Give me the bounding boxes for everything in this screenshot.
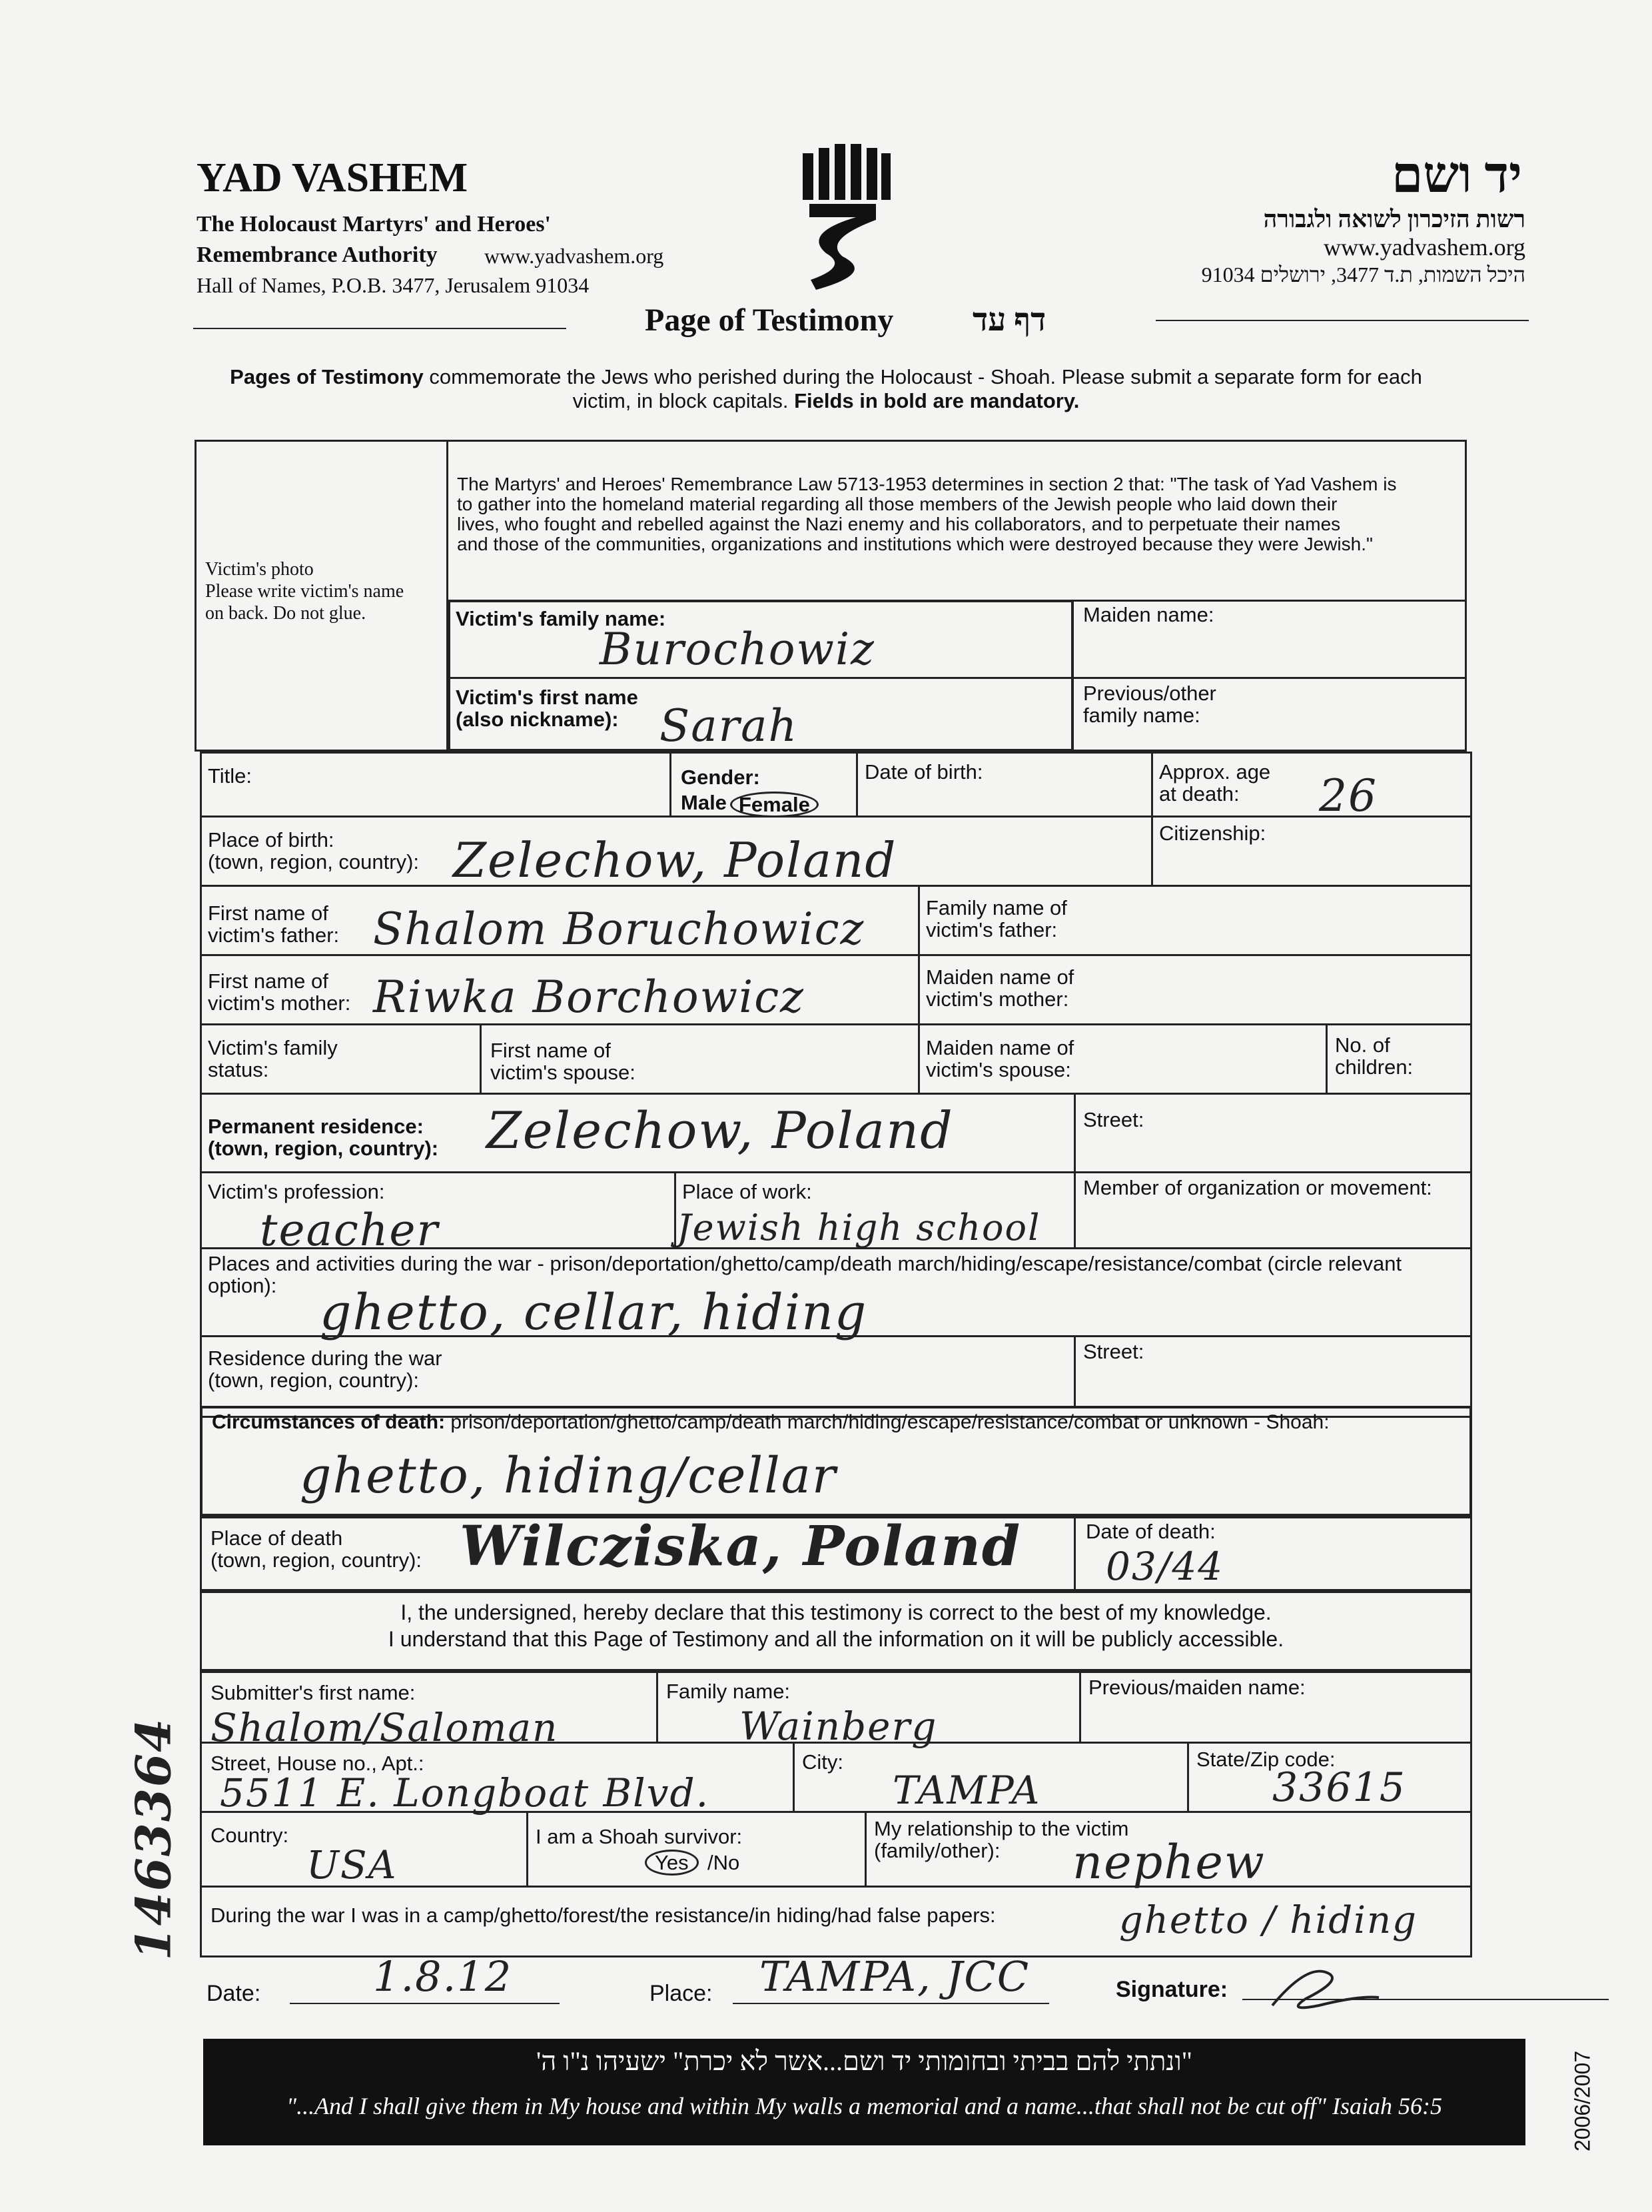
family-status-label: Victim's family status:	[208, 1036, 338, 1081]
declaration-line-2: I understand that this Page of Testimony and all the information on it will be publicly accessible.	[388, 1627, 1284, 1651]
mother-maiden-label: Maiden name of victim's mother:	[926, 965, 1074, 1011]
dob-label: Date of birth:	[865, 760, 983, 784]
row1-bottom	[200, 816, 1472, 818]
sub-survivor-label: I am a Shoah survivor:	[536, 1825, 743, 1848]
residence-value[interactable]: Zelechow, Poland	[486, 1101, 954, 1160]
sub-during-war-label: During the war I was in a camp/ghetto/forest/the resistance/in hiding/had false papers:	[210, 1904, 996, 1927]
sub-prev-label: Previous/maiden name:	[1088, 1676, 1306, 1699]
sub-first-label: Submitter's first name:	[210, 1681, 416, 1704]
sub-survivor-no[interactable]: /No	[707, 1851, 740, 1874]
org-name-en: YAD VASHEM	[197, 155, 468, 201]
family-name-label: Victim's family name:	[456, 607, 666, 630]
maiden-name-label: Maiden name:	[1083, 603, 1214, 626]
war-places-label: Places and activities during the war - prison/deportation/ghetto/camp/death march/hiding/escape/resistance/combat (circle relevant option):	[208, 1252, 1402, 1297]
age-value[interactable]: 26	[1319, 770, 1378, 822]
name-divider	[448, 677, 1467, 679]
dod-label: Date of death:	[1086, 1520, 1216, 1543]
intro-line-1	[0, 365, 1652, 389]
profession-value[interactable]: teacher	[260, 1205, 440, 1256]
mother-first-value[interactable]: Riwka Borchowicz	[373, 971, 805, 1023]
sub-row1-v2	[1079, 1671, 1081, 1742]
footer-quote-he: "ונתתי להם בביתי ובחומותי יד ושם...אשר לא יכרת" ישעיהו נ"ו ה'	[536, 2046, 1192, 2076]
row1-v3	[1151, 752, 1153, 885]
pob-value[interactable]: Zelechow, Poland	[453, 832, 897, 888]
father-first-label: First name of victim's father:	[208, 901, 340, 947]
side-number: 1463364	[125, 1717, 182, 1961]
sub-street-label: Street, House no., Apt.:	[210, 1752, 424, 1775]
row1-v1	[669, 752, 671, 816]
work-value[interactable]: Jewish high school	[677, 1207, 1041, 1249]
sub-row2-v2	[1187, 1742, 1189, 1811]
place-label: Place:	[649, 1981, 713, 2006]
intro-line-2	[0, 389, 1652, 413]
war-places-value[interactable]: ghetto, cellar, hiding	[320, 1284, 868, 1341]
row5-v1	[480, 1023, 482, 1093]
yad-vashem-logo-icon	[796, 140, 896, 293]
father-family-label: Family name of victim's father:	[926, 896, 1067, 941]
children-label: No. of children:	[1335, 1033, 1414, 1079]
org-subtitle-1: The Holocaust Martyrs' and Heroes'	[197, 212, 551, 237]
row3-v1	[918, 885, 920, 1023]
org-subtitle-2: Remembrance Authority	[197, 243, 438, 267]
prev-family-label: Previous/other family name:	[1083, 682, 1216, 727]
place-value[interactable]: TAMPA, JCC	[759, 1952, 1031, 2001]
residence-label: Permanent residence: (town, region, country):	[208, 1115, 439, 1160]
title-label: Title:	[208, 764, 252, 788]
signature-label: Signature:	[1116, 1977, 1228, 2002]
row6-bottom	[200, 1171, 1472, 1173]
intro-mandatory: Fields in bold are mandatory.	[794, 389, 1080, 412]
photo-label: Victim's photo Please write victim's name on back. Do not glue.	[205, 559, 404, 624]
pob-label: Place of birth: (town, region, country):	[208, 828, 420, 873]
profession-label: Victim's profession:	[208, 1180, 385, 1203]
sub-family-label: Family name:	[666, 1680, 791, 1703]
sub-street-value[interactable]: 5511 E. Longboat Blvd.	[220, 1770, 710, 1816]
footer-quote-en: "...And I shall give them in My house and within My walls a memorial and a name...that shall not be cut off" Isaiah 56:5	[286, 2093, 1443, 2119]
row5-v3	[1326, 1023, 1328, 1093]
date-line	[290, 2003, 560, 2004]
intro-bold: Pages of Testimony	[230, 365, 424, 388]
sub-first-value[interactable]: Shalom/Saloman	[210, 1705, 559, 1750]
spouse-maiden-label: Maiden name of victim's spouse:	[926, 1036, 1074, 1081]
sub-row3-v2	[865, 1811, 867, 1886]
row7-v1	[674, 1171, 676, 1247]
sub-state-label: State/Zip code:	[1196, 1748, 1336, 1771]
signature-mark-icon[interactable]	[1266, 1959, 1386, 2019]
sub-city-value[interactable]: TAMPA	[893, 1768, 1041, 1813]
header-rule-right	[1156, 320, 1529, 321]
row7-v2	[1074, 1171, 1076, 1247]
first-name-value[interactable]: Sarah	[659, 700, 798, 752]
sub-relation-value[interactable]: nephew	[1072, 1835, 1266, 1890]
sub-row2-v1	[793, 1742, 795, 1811]
gender-male[interactable]: Male	[681, 791, 727, 814]
org-name-he: יד ושם	[1391, 147, 1522, 203]
place-line	[733, 2003, 1049, 2004]
father-first-value[interactable]: Shalom Boruchowicz	[373, 903, 865, 955]
row5-v2	[918, 1023, 920, 1093]
death-row-v1	[1074, 1516, 1076, 1591]
gender-female[interactable]: Female	[730, 792, 819, 818]
sub-country-label: Country:	[210, 1824, 289, 1847]
death-circ-value[interactable]: ghetto, hiding/cellar	[300, 1447, 837, 1504]
form-year: 2006/2007	[1570, 2050, 1595, 2152]
sub-family-value[interactable]: Wainberg	[739, 1704, 938, 1749]
website-he: www.yadvashem.org	[1324, 234, 1525, 261]
header-rule-left	[193, 328, 566, 329]
sub-country-value[interactable]: USA	[306, 1842, 398, 1888]
pod-value[interactable]: Wilcziska, Poland	[460, 1514, 1022, 1578]
citizenship-label: Citizenship:	[1159, 822, 1266, 845]
sub-survivor-yes[interactable]: Yes	[645, 1850, 699, 1876]
sub-row3-v1	[526, 1811, 528, 1886]
row9-v1	[1074, 1335, 1076, 1406]
mother-first-label: First name of victim's mother:	[208, 969, 351, 1015]
war-res-label: Residence during the war (town, region, country):	[208, 1347, 442, 1392]
address-en: Hall of Names, P.O.B. 3477, Jerusalem 91034	[197, 273, 590, 297]
sub-during-war-value[interactable]: ghetto / hiding	[1119, 1899, 1418, 1942]
intro-text-2: victim, in block capitals.	[572, 389, 795, 412]
top-block-right-divider	[1074, 600, 1467, 602]
dod-value[interactable]: 03/44	[1106, 1544, 1224, 1589]
war-street-label: Street:	[1083, 1340, 1144, 1363]
row5-bottom	[200, 1093, 1472, 1095]
first-name-label: Victim's first name (also nickname):	[456, 686, 638, 731]
work-label: Place of work:	[682, 1180, 812, 1203]
law-text: The Martyrs' and Heroes' Remembrance Law 5713-1953 determines in section 2 that: "The task of Yad Vashem is to gather into the homeland material regarding all those members of the Jewish people who laid down their lives, who fought and rebelled against the Nazi enemy and his collaborators, and to perpetuate their names and those of the communities, organizations and institutions which were destroyed because they were Jewish."	[457, 474, 1397, 554]
age-label: Approx. age at death:	[1159, 760, 1271, 806]
sub-relation-label: My relationship to the victim (family/other):	[874, 1817, 1129, 1862]
spouse-first-label: First name of victim's spouse:	[490, 1039, 635, 1084]
form-title-en: Page of Testimony	[645, 302, 894, 338]
row4-bottom	[200, 1023, 1472, 1025]
intro-text-1: commemorate the Jews who perished during the Holocaust - Shoah. Please submit a separate form for each	[423, 365, 1422, 388]
street-label: Street:	[1083, 1108, 1144, 1131]
date-label: Date:	[206, 1981, 261, 2006]
gender-label: Gender:	[681, 766, 760, 789]
address-he: היכל השמות, ת.ד 3477, ירושלים 91034	[1201, 263, 1525, 286]
row1-v2	[856, 752, 858, 816]
member-label: Member of organization or movement:	[1083, 1176, 1432, 1199]
family-name-value[interactable]: Burochowiz	[600, 624, 875, 675]
date-value[interactable]: 1.8.12	[373, 1952, 513, 2001]
declaration-line-1: I, the undersigned, hereby declare that this testimony is correct to the best of my knowledge.	[400, 1600, 1272, 1624]
sub-state-value[interactable]: 33615	[1272, 1764, 1406, 1811]
sub-city-label: City:	[802, 1750, 843, 1774]
website-en: www.yadvashem.org	[484, 244, 664, 268]
death-circ-label: Circumstances of death: prison/deportation/ghetto/camp/death march/hiding/escape/resistance/combat or unknown - Shoah:	[212, 1411, 1330, 1433]
org-subtitle-he: רשות הזיכרון לשואה ולגבורה	[1263, 206, 1525, 233]
sub-row1-v1	[656, 1671, 658, 1742]
form-title-he: דף עד	[973, 302, 1046, 338]
row6-v1	[1074, 1093, 1076, 1171]
pod-label: Place of death (town, region, country):	[210, 1526, 422, 1572]
